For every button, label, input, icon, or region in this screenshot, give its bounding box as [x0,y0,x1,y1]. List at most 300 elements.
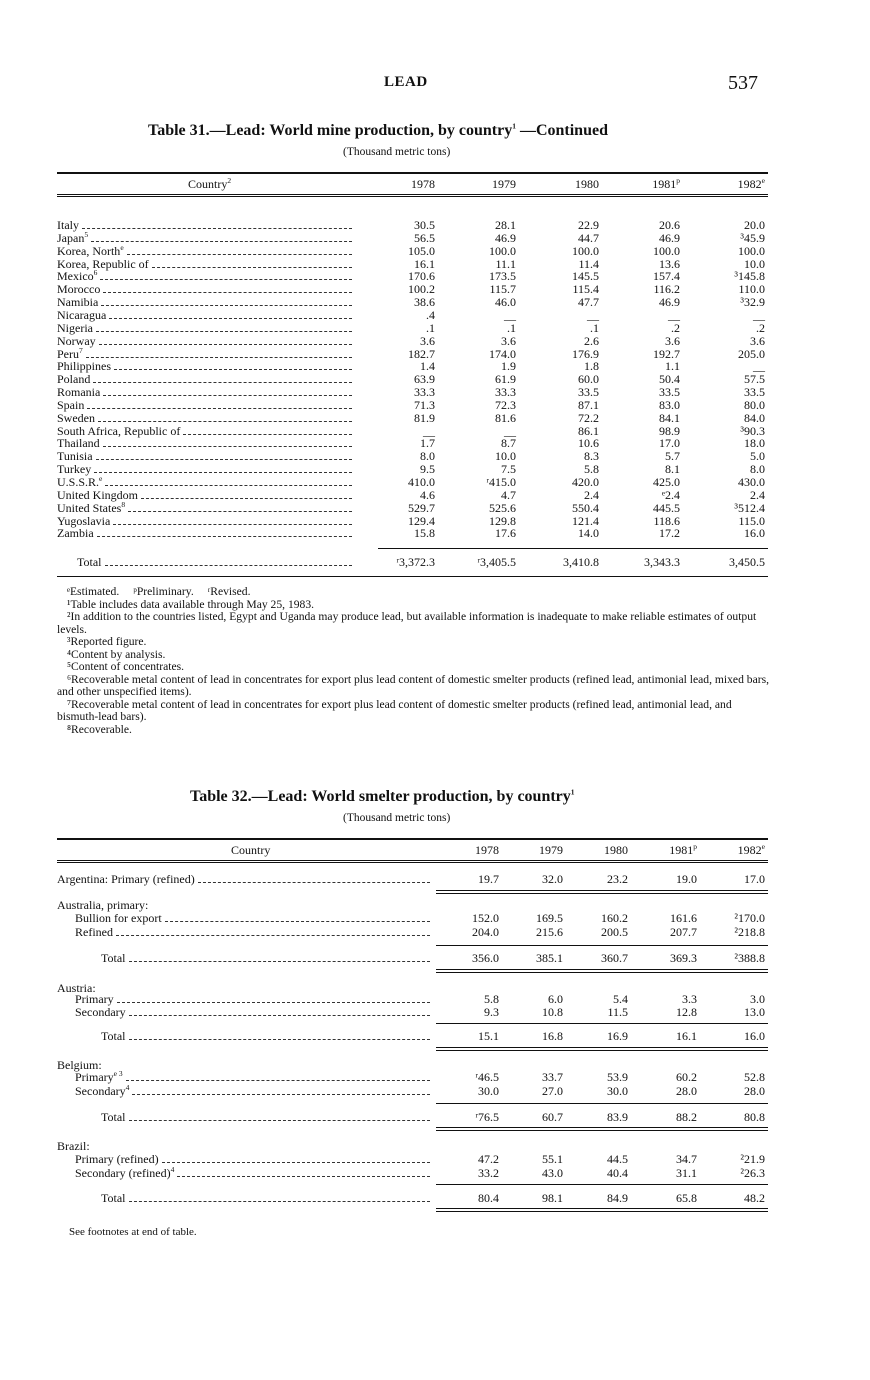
row-label-text: Zambia [57,526,94,541]
value-cell-1982: 13.0 [744,1005,765,1019]
value-cell-1981: 16.1 [676,1029,697,1043]
t31-row [57,527,765,540]
value-cell-1981: 83.0 [659,397,680,412]
page-number: 537 [728,72,758,94]
value-cell-1979: 17.6 [495,526,516,541]
value-cell-1980: 84.9 [607,1191,628,1205]
value-cell-1980: 72.2 [578,410,599,425]
row-footnote-mark: e [120,242,124,252]
value-cell-1978: 1.7 [420,436,435,451]
year-label: 1980 [575,177,599,191]
t32-group-heading-label: Austria: [57,981,96,995]
value-cell-1981: 33.5 [659,385,680,400]
value-cell-1982: 110.0 [738,282,765,297]
t32-row-label [75,1085,129,1098]
value-cell-1978: ʳ3,372.3 [396,555,435,569]
value-cell-1982: 52.8 [744,1070,765,1084]
year-header-1982 [731,843,765,858]
row-label-text: Peru [57,346,79,361]
value-cell-1981: 12.8 [676,1005,697,1019]
row-label-text: Poland [57,372,91,387]
row-footnote-mark: 7 [79,345,83,355]
row-label-text: Total [101,1029,126,1043]
dot-leader [93,382,352,383]
year-label: 1981 [652,177,677,191]
row-label-text: Italy [57,218,79,232]
value-cell-1980: .1 [590,320,599,335]
t31-row [57,476,765,489]
value-cell-1979: 81.6 [495,410,516,425]
value-cell-1982: 100.0 [738,243,765,258]
dot-leader [141,498,352,499]
dot-leader [100,279,352,280]
t32-rule [436,1047,768,1048]
dot-leader [183,434,352,435]
row-label-text: Mexico [57,269,94,284]
table31-header-rule [57,194,768,195]
t31-row [57,450,765,463]
t32-total-row [57,1192,765,1205]
value-cell-1981: 28.0 [676,1084,697,1098]
t32-total-row-label [101,1192,126,1205]
value-cell-1980: 86.1 [578,423,599,438]
t32-rule [436,1184,768,1185]
row-label-text: Turkey [57,462,92,477]
t31-row [57,309,765,322]
dot-leader [165,921,430,922]
value-cell-1981: 3,343.3 [644,555,680,569]
t32-total-row-label [101,1111,126,1124]
dot-leader [103,395,352,396]
table32-title [190,788,575,806]
row-label-text: Bullion for export [75,911,162,925]
value-cell-1979: 61.9 [495,372,516,387]
value-cell-1978: 4.6 [420,487,435,502]
year-header-1982 [731,177,765,192]
table31-title-text: Table 31.—Lead: World mine production, by country [148,122,513,139]
value-cell-1978: 71.3 [414,397,435,412]
value-cell-1979: ʳ415.0 [486,475,516,489]
footnote-list [57,599,769,737]
table31-top-rule [57,172,768,174]
value-cell-1981: 84.1 [659,410,680,425]
value-cell-1978: 3.6 [420,333,435,348]
value-cell-1980: 160.2 [601,911,628,925]
footnote-6: ⁶Recoverable metal content of lead in concentrates for export plus lead content of domestic smelter products (refined lead, antimonial lead, mixed bars, and other unspecified items). [57,672,769,698]
value-cell-1982: ²26.3 [740,1166,765,1180]
value-cell-1978: 80.4 [478,1191,499,1205]
t32-total-row-label [101,1030,126,1043]
legend-preliminary: ᵖPreliminary. [133,585,194,598]
value-cell-1980: 8.3 [584,449,599,464]
row-label-text: Total [101,1110,126,1124]
value-cell-1981: 17.2 [659,526,680,541]
value-cell-1982: 84.0 [744,410,765,425]
value-cell-1982: 115.0 [738,513,765,528]
value-cell-1981: 17.0 [659,436,680,451]
value-cell-1981: 46.9 [659,230,680,245]
row-label-text: Argentina: Primary (refined) [57,872,195,886]
dot-leader [105,565,353,566]
value-cell-1980: 60.0 [578,372,599,387]
value-cell-1980: 44.5 [607,1152,628,1166]
value-cell-1978: 38.6 [414,295,435,310]
value-cell-1982: 20.0 [744,218,765,232]
value-cell-1978: 9.5 [420,462,435,477]
value-cell-1979: 43.0 [542,1166,563,1180]
t31-row [57,322,765,335]
value-cell-1979: 60.7 [542,1110,563,1124]
value-cell-1981: 19.0 [676,872,697,886]
value-cell-1979: 215.6 [536,925,563,939]
value-cell-1979: 46.0 [495,295,516,310]
value-cell-1978: 152.0 [472,911,499,925]
value-cell-1982: 205.0 [738,346,765,361]
table31-subtitle: (Thousand metric tons) [343,146,451,158]
value-cell-1978: __ [423,423,435,438]
row-footnote-mark: e 3 [113,1069,123,1078]
value-cell-1981: 50.4 [659,372,680,387]
table31-header-country [188,177,231,192]
dot-leader [98,421,352,422]
see-footnotes-note: See footnotes at end of table. [69,1226,197,1238]
value-cell-1981: 5.7 [665,449,680,464]
value-cell-1979: 11.1 [495,256,516,271]
value-cell-1978: 15.8 [414,526,435,541]
row-footnote-mark: 4 [170,1165,175,1174]
value-cell-1980: 360.7 [601,951,628,965]
dot-leader [96,331,352,332]
t32-rule [436,1130,768,1131]
row-label-text: Secondary [75,1005,126,1019]
value-cell-1979: 169.5 [536,911,563,925]
value-cell-1980: 11.5 [607,1005,628,1019]
t32-row-label [75,912,162,925]
value-cell-1981: ᵉ2.4 [661,487,680,502]
year-header-1981 [646,177,680,192]
row-label-text: Namibia [57,295,99,310]
t31-row [57,489,765,502]
value-cell-1981: 157.4 [653,269,680,284]
t32-row [57,1153,765,1166]
t32-row [57,1167,765,1180]
dot-leader [99,344,352,345]
t32-group-heading-label: Australia, primary: [57,898,149,912]
value-cell-1982: 5.0 [750,449,765,464]
value-cell-1978: 529.7 [408,500,435,515]
value-cell-1980: 5.8 [584,462,599,477]
value-cell-1980: 2.4 [584,487,599,502]
value-cell-1978: 105.0 [408,243,435,258]
value-cell-1982: 33.5 [744,385,765,400]
value-cell-1978: 410.0 [408,475,435,489]
value-cell-1979: __ [504,423,516,438]
dot-leader [129,1015,430,1016]
year-header-1980 [594,843,628,858]
t32-row [57,993,765,1006]
value-cell-1980: 2.6 [584,333,599,348]
year-status-mark: e [761,842,765,851]
row-footnote-mark: 5 [84,229,89,239]
value-cell-1982: 16.0 [744,526,765,541]
row-label-text: Sweden [57,410,95,425]
table32-title-footnote-mark: 1 [570,787,575,797]
value-cell-1979: 46.9 [495,230,516,245]
value-cell-1981: 46.9 [659,295,680,310]
value-cell-1978: 33.2 [478,1166,499,1180]
value-cell-1978: 170.6 [408,269,435,284]
year-label: 1981 [669,843,694,857]
dot-leader [114,369,352,370]
value-cell-1981: 116.2 [653,282,680,297]
year-label: 1980 [604,843,628,857]
value-cell-1979: 33.3 [495,385,516,400]
value-cell-1978: 5.8 [484,992,499,1006]
value-cell-1978: 19.7 [478,872,499,886]
t32-row-label [75,926,113,939]
t32-row-label [75,1167,174,1180]
value-cell-1980: 30.0 [607,1084,628,1098]
value-cell-1981: 207.7 [670,925,697,939]
value-cell-1980: 47.7 [578,295,599,310]
t31-row [57,499,765,515]
t31-row-label [57,527,94,540]
dot-leader [129,1120,431,1121]
value-cell-1978: 56.5 [414,230,435,245]
table31-title [148,122,608,140]
value-cell-1982: ²21.9 [740,1152,765,1166]
row-label-text: Primary [75,992,114,1006]
value-cell-1979: ʳ3,405.5 [477,555,516,569]
row-label-text: Total [101,951,126,965]
value-cell-1978: 47.2 [478,1152,499,1166]
dot-leader [103,292,352,293]
dot-leader [129,1039,431,1040]
value-cell-1981: 3.6 [665,333,680,348]
value-cell-1980: 10.6 [578,436,599,451]
t32-rule [436,972,768,973]
value-cell-1981: 192.7 [653,346,680,361]
value-cell-1979: 385.1 [536,951,563,965]
value-cell-1979: __ [504,307,516,322]
value-cell-1979: 55.1 [542,1152,563,1166]
dot-leader [86,357,352,358]
row-label-text: Primary [75,1070,114,1084]
value-cell-1981: 425.0 [653,475,680,489]
value-cell-1982: ³145.8 [734,269,765,284]
row-label-text: Total [101,1191,126,1205]
table32-header-rule-2 [57,862,768,863]
value-cell-1982: 10.0 [744,256,765,271]
value-cell-1981: 65.8 [676,1191,697,1205]
t31-row [57,242,765,258]
value-cell-1978: 33.3 [414,385,435,400]
value-cell-1980: 550.4 [572,500,599,515]
value-cell-1978: 81.9 [414,410,435,425]
value-cell-1980: 121.4 [572,513,599,528]
row-label-text: Nigeria [57,320,93,335]
value-cell-1982: 80.0 [744,397,765,412]
t32-row-label [75,1153,159,1166]
dot-leader [105,485,352,486]
value-cell-1978: 8.0 [420,449,435,464]
value-cell-1982: 430.0 [738,475,765,489]
footnote-1: ¹Table includes data available through May 25, 1983. [67,597,315,611]
value-cell-1982: 3,450.5 [729,555,765,569]
row-label-text: South Africa, Republic of [57,423,181,438]
t32-total-row [57,1030,765,1043]
value-cell-1981: 34.7 [676,1152,697,1166]
value-cell-1982: __ [753,307,765,322]
value-cell-1982: ²218.8 [734,925,765,939]
row-label-text: Norway [57,333,96,348]
t32-row [57,926,765,939]
row-label-text: Total [77,555,102,569]
footnote-legend [57,586,769,599]
dot-leader [87,408,352,409]
value-cell-1982: ³512.4 [734,500,765,515]
footnote-8: ⁸Recoverable. [67,722,132,736]
t32-rule [436,1050,768,1051]
value-cell-1978: 16.1 [414,256,435,271]
t32-row [57,1071,765,1084]
row-label-text: Korea, North [57,243,121,258]
value-cell-1979: .1 [507,320,516,335]
dot-leader [132,1094,430,1095]
value-cell-1979: 173.5 [489,269,516,284]
value-cell-1978: 1.4 [420,359,435,374]
t32-rule [436,1127,768,1128]
value-cell-1982: 2.4 [750,487,765,502]
footnote-2: ²In addition to the countries listed, Egypt and Uganda may produce lead, but available information is inadequate to make reliable estimates of output levels. [57,610,757,636]
value-cell-1978: 129.4 [408,513,435,528]
value-cell-1981: 60.2 [676,1070,697,1084]
value-cell-1980: 23.2 [607,872,628,886]
t32-rule [436,1211,768,1212]
value-cell-1978: 30.5 [414,218,435,232]
t32-row [57,873,765,886]
value-cell-1979: 7.5 [501,462,516,477]
t31-total-row [57,556,765,569]
row-label-text: Yugoslavia [57,513,111,528]
value-cell-1980: 33.5 [578,385,599,400]
year-header-1979 [482,177,516,192]
year-label: 1978 [411,177,435,191]
value-cell-1981: 8.1 [665,462,680,477]
value-cell-1979: 100.0 [489,243,516,258]
value-cell-1982: ³45.9 [740,230,765,245]
row-footnote-mark: 8 [121,499,126,509]
value-cell-1979: 27.0 [542,1084,563,1098]
value-cell-1979: 28.1 [495,218,516,232]
value-cell-1982: 17.0 [744,872,765,886]
value-cell-1979: 32.0 [542,872,563,886]
value-cell-1979: 174.0 [489,346,516,361]
year-label: 1979 [492,177,516,191]
value-cell-1980: 200.5 [601,925,628,939]
row-label-text: Korea, Republic of [57,256,149,271]
table32-header-country: Country [231,843,271,857]
value-cell-1982: __ [753,359,765,374]
value-cell-1982: 3.6 [750,333,765,348]
t32-rule [436,1103,768,1104]
value-cell-1979: 98.1 [542,1191,563,1205]
t32-row-label [57,873,195,886]
value-cell-1978: 100.2 [408,282,435,297]
value-cell-1982: 48.2 [744,1191,765,1205]
row-label-text: Philippines [57,359,112,374]
value-cell-1980: 14.0 [578,526,599,541]
row-footnote-mark: e [99,474,103,483]
year-header-1978 [465,843,499,858]
value-cell-1980: 3,410.8 [563,555,599,569]
t32-rule [436,1023,768,1024]
t32-row [57,1006,765,1019]
value-cell-1980: 11.4 [578,256,599,271]
row-label-text: Primary (refined) [75,1152,159,1166]
t31-row [57,335,765,348]
year-label: 1979 [539,843,563,857]
value-cell-1980: 83.9 [607,1110,628,1124]
t31-row [57,399,765,412]
row-footnote-mark: 4 [125,1083,130,1092]
value-cell-1980: 44.7 [578,230,599,245]
row-label-text: U.S.S.R. [57,475,100,489]
t32-rule [436,969,768,970]
year-label: 1982 [737,843,762,857]
row-label-text: Secondary (refined) [75,1166,171,1180]
value-cell-1981: 20.6 [659,218,680,232]
footnote-7: ⁷Recoverable metal content of lead in concentrates for export plus lead content of domestic smelter products (refined lead, antimonial lead, and bismuth-lead bars). [57,697,732,723]
value-cell-1981: 1.1 [665,359,680,374]
t32-rule [436,1208,768,1209]
value-cell-1979: 33.7 [542,1070,563,1084]
year-header-1981 [663,843,697,858]
value-cell-1982: 28.0 [744,1084,765,1098]
value-cell-1979: 129.8 [489,513,516,528]
t31-total-row-label [77,556,102,569]
value-cell-1979: 10.8 [542,1005,563,1019]
year-status-mark: e [761,176,765,185]
value-cell-1982: 8.0 [750,462,765,477]
value-cell-1978: ʳ46.5 [475,1070,499,1084]
value-cell-1982: 57.5 [744,372,765,387]
value-cell-1981: 118.6 [653,513,680,528]
value-cell-1979: 115.7 [489,282,516,297]
row-label-text: Thailand [57,436,100,451]
year-status-mark: p [693,842,697,851]
value-cell-1980: 5.4 [613,992,628,1006]
value-cell-1982: 80.8 [744,1110,765,1124]
value-cell-1978: 204.0 [472,925,499,939]
dot-leader [97,536,352,537]
dot-leader [129,1201,431,1202]
value-cell-1981: __ [668,307,680,322]
t32-rule [436,893,768,894]
value-cell-1980: 1.8 [584,359,599,374]
dot-leader [177,1176,430,1177]
t31-row [57,229,765,245]
table31-header-rule-2 [57,196,768,197]
value-cell-1978: 15.1 [478,1029,499,1043]
t32-total-row [57,1111,765,1124]
dot-leader [103,446,352,447]
value-cell-1979: 16.8 [542,1029,563,1043]
year-header-1980 [565,177,599,192]
dot-leader [152,267,352,268]
footnote-4: ⁴Content by analysis. [67,647,166,661]
value-cell-1979: 3.6 [501,333,516,348]
